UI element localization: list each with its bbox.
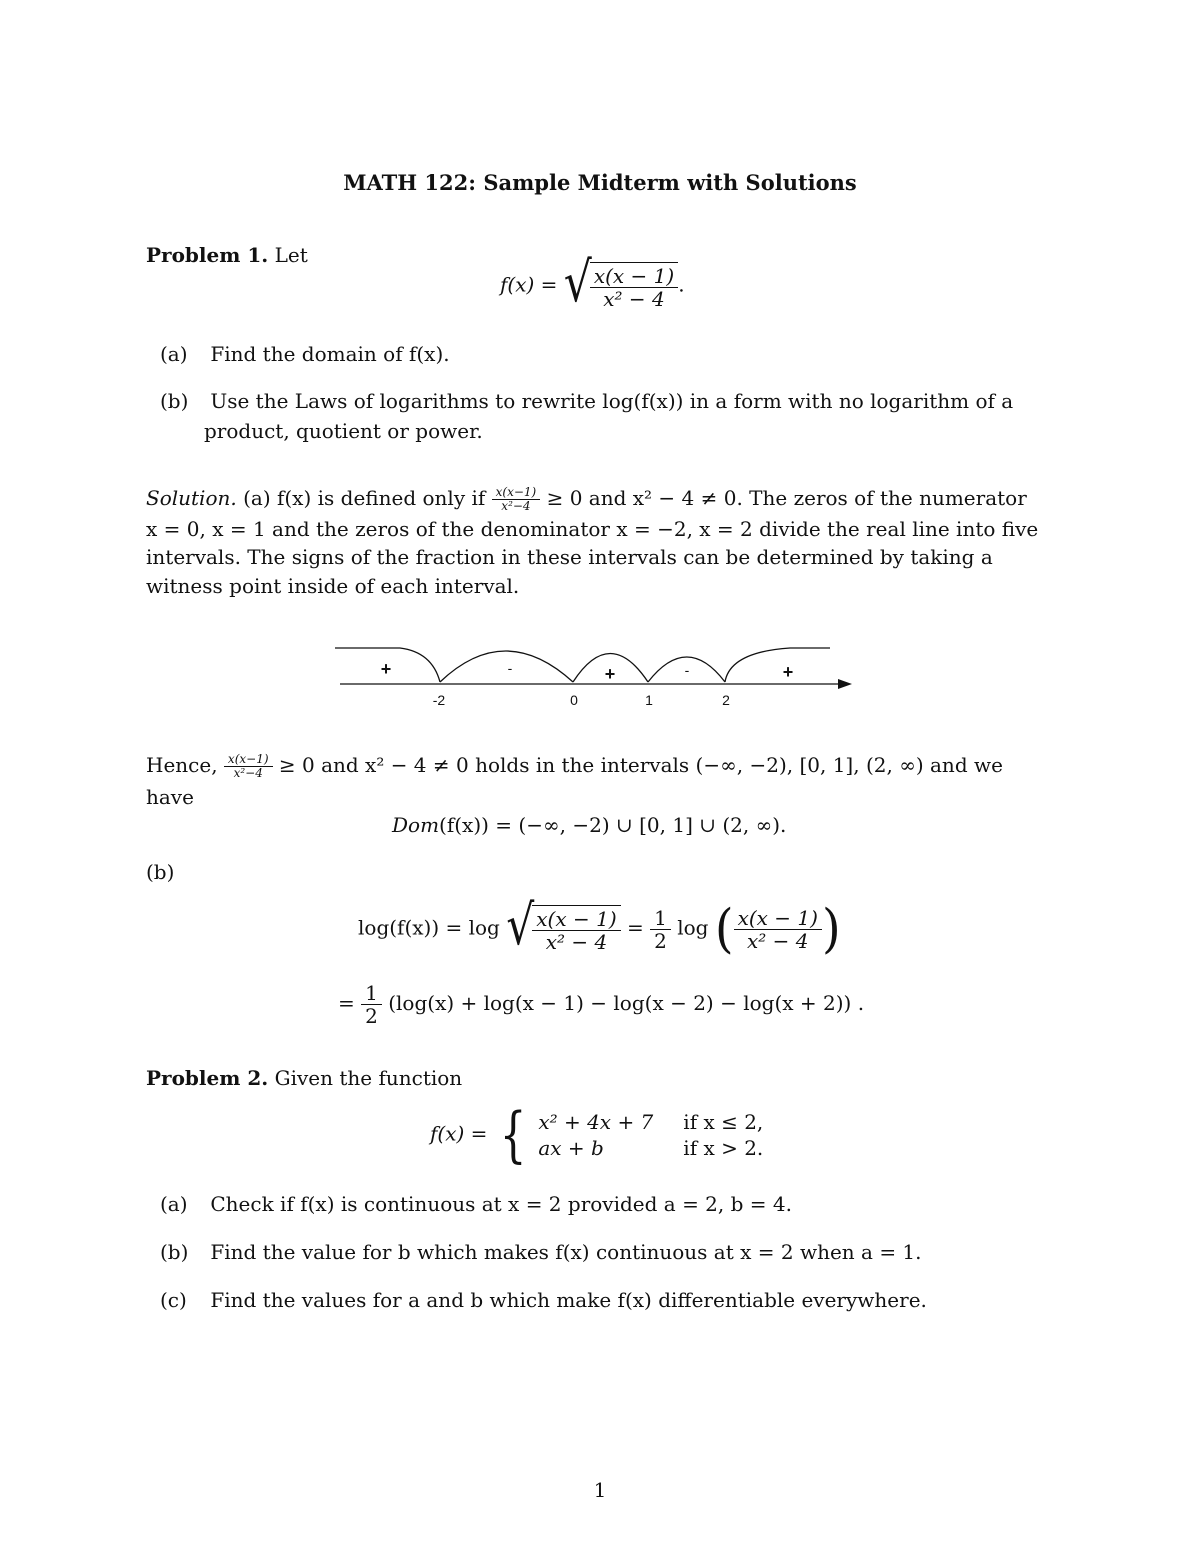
- solution-line-1: [146, 486, 1027, 513]
- hence-line-2: have: [146, 785, 194, 809]
- hence-line: [146, 753, 1003, 780]
- log-fraction-2: [734, 907, 822, 952]
- inline-numerator: x(x−1): [492, 486, 541, 500]
- tick-label: -2: [432, 692, 446, 708]
- case2-cond: if x > 2.: [683, 1136, 764, 1160]
- solution-label: Solution.: [146, 486, 237, 511]
- problem2-part-a: [160, 1192, 792, 1216]
- definition-lhs: f(x) =: [500, 272, 558, 297]
- problem2-heading: Problem 2.: [146, 1066, 269, 1090]
- arc-interval-2: [440, 651, 573, 682]
- inline-numerator: x(x−1): [224, 753, 273, 767]
- sign-chart: [320, 630, 880, 720]
- half-numerator: 1: [650, 907, 671, 930]
- line2-rhs: (log(x) + log(x − 1) − log(x − 2) − log(x + 2)) .: [388, 991, 865, 1015]
- definition-denominator: x² − 4: [603, 287, 665, 311]
- problem1-heading-line: [146, 243, 308, 267]
- half-fraction: [650, 907, 671, 952]
- sqrt-expression: [506, 894, 620, 958]
- problem2-definition: [430, 1100, 764, 1170]
- half-denominator: 2: [654, 928, 667, 953]
- page-number: 1: [593, 1478, 607, 1502]
- problem1-part-b-cont: product, quotient or power.: [204, 419, 483, 443]
- sign-label: -: [684, 662, 690, 678]
- definition-numerator: x(x − 1): [590, 265, 678, 288]
- arc-interval-5: [725, 648, 830, 682]
- part-text: Use the Laws of logarithms to rewrite log(f(x)) in a form with no logarithm of a: [210, 389, 1014, 413]
- half-numerator: 1: [361, 982, 382, 1005]
- log-denominator: x² − 4: [545, 930, 608, 954]
- inline-denominator: x²−4: [501, 499, 531, 514]
- part-label: (b): [160, 389, 189, 413]
- part-text: Find the value for b which makes f(x) continuous at x = 2 when a = 1.: [210, 1240, 922, 1264]
- log-numerator: x(x − 1): [532, 908, 620, 931]
- case1-cond: if x ≤ 2,: [683, 1110, 764, 1134]
- problem1-part-b: [160, 389, 1013, 413]
- log-denominator: x² − 4: [747, 928, 809, 953]
- log-lhs: log(f(x)) = log: [358, 915, 500, 940]
- domain-lhs: Dom: [392, 813, 440, 837]
- hence-text-b: ≥ 0 and x² − 4 ≠ 0 holds in the intervals (−∞, −2), [0, 1], (2, ∞) and we: [278, 753, 1003, 778]
- piecewise-cases: [538, 1110, 763, 1160]
- half-fraction: [361, 982, 382, 1027]
- log-fraction: [532, 908, 620, 953]
- problem1-intro: Let: [274, 243, 308, 267]
- part-label: (a): [160, 1192, 188, 1216]
- problem1-part-a: [160, 342, 450, 366]
- definition-lhs: f(x) =: [430, 1121, 488, 1146]
- part-text: Find the values for a and b which make f(x) differentiable everywhere.: [210, 1288, 927, 1312]
- problem2-part-b: [160, 1240, 922, 1264]
- sign-label: +: [604, 664, 616, 684]
- half-denominator: 2: [365, 1004, 378, 1028]
- sign-label: +: [380, 659, 392, 679]
- problem2-part-c: [160, 1288, 927, 1312]
- part-text: Check if f(x) is continuous at x = 2 provided a = 2, b = 4.: [210, 1192, 792, 1216]
- log-word: log: [677, 915, 709, 940]
- solution-part-b-label: (b): [146, 860, 175, 884]
- tick-label: 1: [645, 692, 653, 708]
- case1-expr: x² + 4x + 7: [538, 1110, 654, 1134]
- solution-line-2: x = 0, x = 1 and the zeros of the denominator x = −2, x = 2 divide the real line into five: [146, 517, 1039, 541]
- brace-icon: {: [499, 1100, 527, 1170]
- log-numerator: x(x − 1): [734, 907, 822, 930]
- solution-line-3: intervals. The signs of the fraction in these intervals can be determined by taking a: [146, 545, 993, 569]
- sign-label: +: [782, 662, 794, 682]
- domain-equation: [392, 813, 786, 837]
- log-equation-line-2: [338, 982, 864, 1027]
- tick-label: 2: [722, 692, 730, 708]
- log-equals: =: [627, 915, 644, 940]
- sign-label: -: [507, 660, 513, 676]
- tick-label: 0: [570, 692, 578, 708]
- problem1-definition: [500, 251, 685, 315]
- solution-line-4: witness point inside of each interval.: [146, 574, 520, 598]
- part-text: Find the domain of f(x).: [210, 342, 450, 366]
- page-title: MATH 122: Sample Midterm with Solutions: [343, 170, 857, 195]
- arrow-head-icon: [838, 679, 852, 689]
- problem2-intro: Given the function: [274, 1066, 463, 1090]
- inline-fraction: [492, 486, 541, 513]
- sqrt-expression: [563, 251, 678, 315]
- inline-fraction: [224, 753, 273, 780]
- hence-text-a: Hence,: [146, 753, 218, 778]
- domain-rhs: (f(x)) = (−∞, −2) ∪ [0, 1] ∪ (2, ∞).: [439, 813, 787, 837]
- log-equation: log(f(x)) = log √ $\frac{x(x - 1)}{\text{x² − 4}}$ = $\frac{1}{2}$ log ( $\frac{x(x - 1)}{\text{x² − 4}}$ ): [358, 894, 841, 960]
- radical-sign: √: [506, 894, 535, 958]
- radical-sign: √: [563, 251, 592, 315]
- part-label: (a): [160, 342, 188, 366]
- inline-denominator: x²−4: [233, 766, 263, 781]
- definition-period: .: [678, 272, 685, 297]
- problem1-heading: Problem 1.: [146, 243, 269, 267]
- solution-text-a: (a) f(x) is defined only if: [243, 486, 486, 511]
- part-label: (c): [160, 1288, 187, 1312]
- definition-fraction: [590, 265, 678, 310]
- solution-text-b: ≥ 0 and x² − 4 ≠ 0. The zeros of the numerator: [546, 486, 1027, 511]
- line2-equals: =: [338, 991, 355, 1015]
- part-label: (b): [160, 1240, 189, 1264]
- problem2-heading-line: [146, 1066, 462, 1090]
- case2-expr: ax + b: [538, 1136, 604, 1160]
